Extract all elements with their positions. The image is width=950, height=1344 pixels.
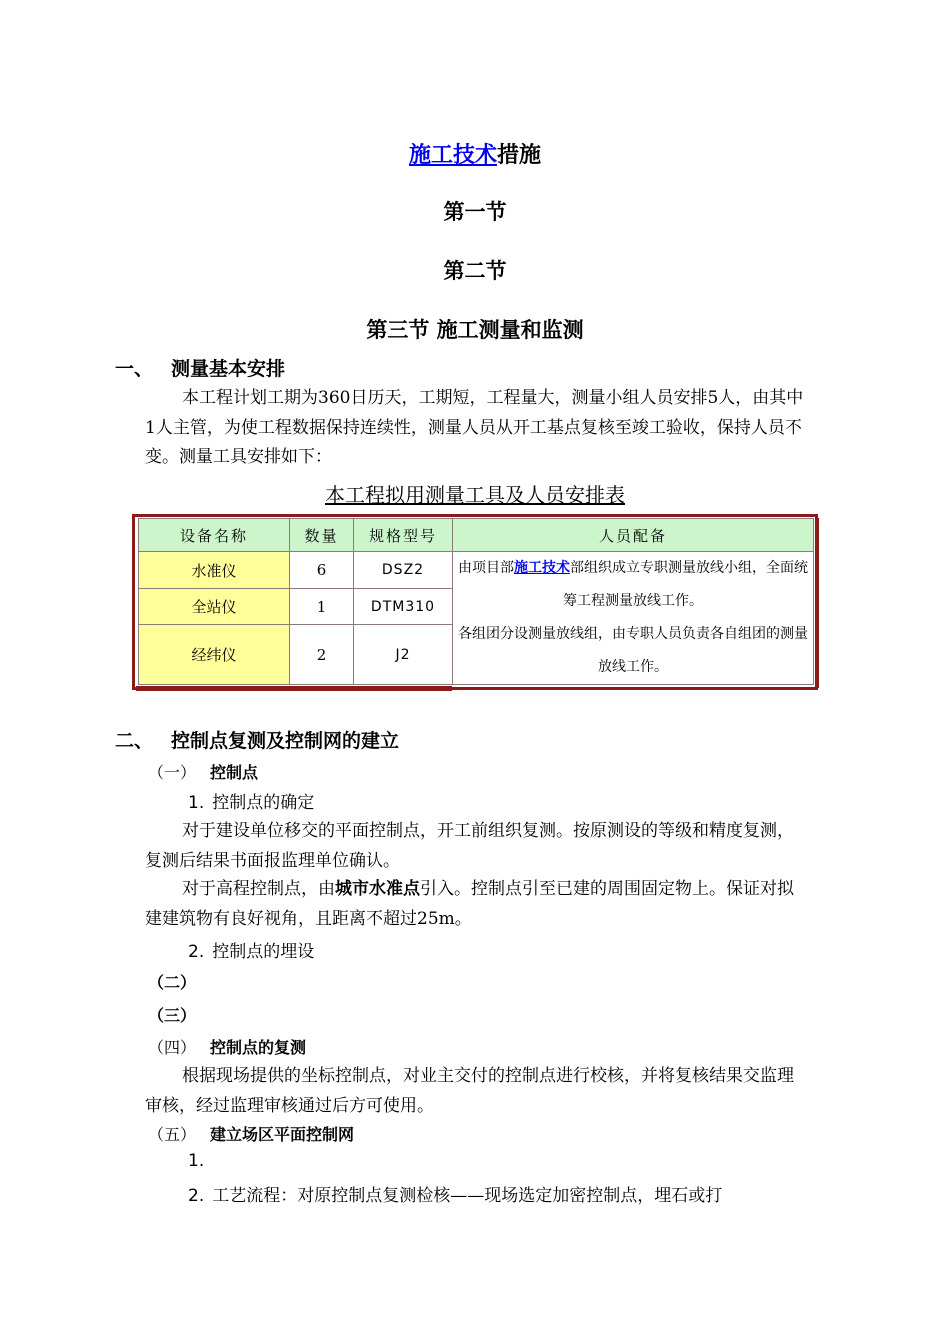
table-title: 本工程拟用测量工具及人员安排表	[325, 483, 625, 507]
sub-5-number: （五）	[148, 1125, 197, 1144]
title-rest: 措施	[497, 143, 542, 168]
item-4-number: 2.	[188, 1186, 205, 1206]
section-2-heading: 第二节	[443, 259, 507, 283]
equipment-qty: 6	[290, 552, 354, 589]
sub-4-number: （四）	[148, 1038, 197, 1057]
sub-heading-5	[148, 1122, 354, 1145]
table-header-row	[139, 519, 814, 552]
equipment-name: 全站仪	[139, 589, 290, 625]
part-2-number: 二、	[115, 730, 154, 752]
equipment-model: DTM310	[354, 589, 453, 625]
item-2-text: 控制点的埋设	[212, 942, 315, 962]
part-1-heading	[115, 354, 285, 381]
staff-cell	[453, 552, 814, 685]
equipment-model: DSZ2	[354, 552, 453, 589]
title-link[interactable]: 施工技术	[408, 143, 497, 168]
sub-heading-3	[148, 1003, 196, 1026]
equipment-table	[138, 518, 814, 685]
equipment-name: 经纬仪	[139, 625, 290, 685]
para-2-bold: 城市水准点	[335, 879, 420, 899]
table-header-cell: 规格型号	[354, 519, 453, 552]
table-header-cell: 设备名称	[139, 519, 290, 552]
table-row	[139, 552, 814, 589]
sub-heading-4	[148, 1035, 306, 1058]
para-2-post: 引入。控制点引至已建的周围固定物上。保证对拟建建筑物有良好视角，且距离不超过25m。	[145, 879, 794, 929]
para-2-pre: 对于高程控制点，由	[182, 879, 335, 899]
staff-text-pre: 由项目部	[458, 560, 514, 576]
table-header-cell: 人员配备	[453, 519, 814, 552]
sub-heading-2	[148, 970, 196, 993]
staff-link[interactable]: 施工技术	[514, 560, 570, 576]
item-4	[188, 1181, 722, 1206]
staff-text-post: 部组织成立专职测量放线小组，全面统筹工程测量放线工作。	[563, 560, 808, 609]
part-2-heading	[115, 726, 399, 753]
part-1-number: 一、	[115, 358, 154, 380]
sub-1-number: （一）	[148, 763, 197, 782]
table-header-cell: 数量	[290, 519, 354, 552]
section-3-heading: 第三节 施工测量和监测	[366, 318, 584, 342]
part-2-paragraph-2	[145, 875, 810, 934]
item-3-number: 1.	[188, 1151, 205, 1171]
equipment-qty: 2	[290, 625, 354, 685]
part-1-title: 测量基本安排	[171, 358, 286, 380]
item-3	[188, 1151, 212, 1171]
equipment-name: 水准仪	[139, 552, 290, 589]
part-1-paragraph: 本工程计划工期为360日历天，工期短，工程量大，测量小组人员安排5人，由其中1人主管，为使工程数据保持连续性，测量人员从开工基点复核至竣工验收，保持人员不变。测量工具安排如下：	[145, 388, 804, 467]
table-frame-shadow	[136, 686, 452, 691]
item-2	[188, 937, 314, 962]
sub-2-number: （二）	[148, 973, 197, 992]
item-2-number: 2.	[188, 942, 205, 962]
staff-text-line2: 各组团分设测量放线组，由专职人员负责各自组团的测量放线工作。	[458, 626, 808, 675]
sub-heading-1	[148, 760, 258, 783]
item-4-text: 工艺流程：对原控制点复测检核——现场选定加密控制点，埋石或打	[212, 1186, 723, 1206]
sub-5-title: 建立场区平面控制网	[210, 1125, 355, 1144]
table-frame-shadow-right	[815, 518, 819, 688]
item-1-text: 控制点的确定	[212, 793, 315, 813]
item-1-number: 1.	[188, 793, 205, 813]
item-1	[188, 788, 314, 813]
equipment-model: J2	[354, 625, 453, 685]
sub-3-number: （三）	[148, 1006, 197, 1025]
sub-1-title: 控制点	[210, 763, 259, 782]
part-2-paragraph-1: 对于建设单位移交的平面控制点，开工前组织复测。按原测设的等级和精度复测，复测后结果书面报监理单位确认。	[145, 821, 794, 871]
sub-4-title: 控制点的复测	[210, 1038, 307, 1057]
section-1-heading: 第一节	[443, 200, 507, 224]
document-title	[0, 138, 950, 169]
part-2-paragraph-3: 根据现场提供的坐标控制点，对业主交付的控制点进行校核，并将复核结果交监理审核，经过监理审核通过后方可使用。	[145, 1066, 794, 1116]
equipment-qty: 1	[290, 589, 354, 625]
part-2-title: 控制点复测及控制网的建立	[171, 730, 400, 752]
